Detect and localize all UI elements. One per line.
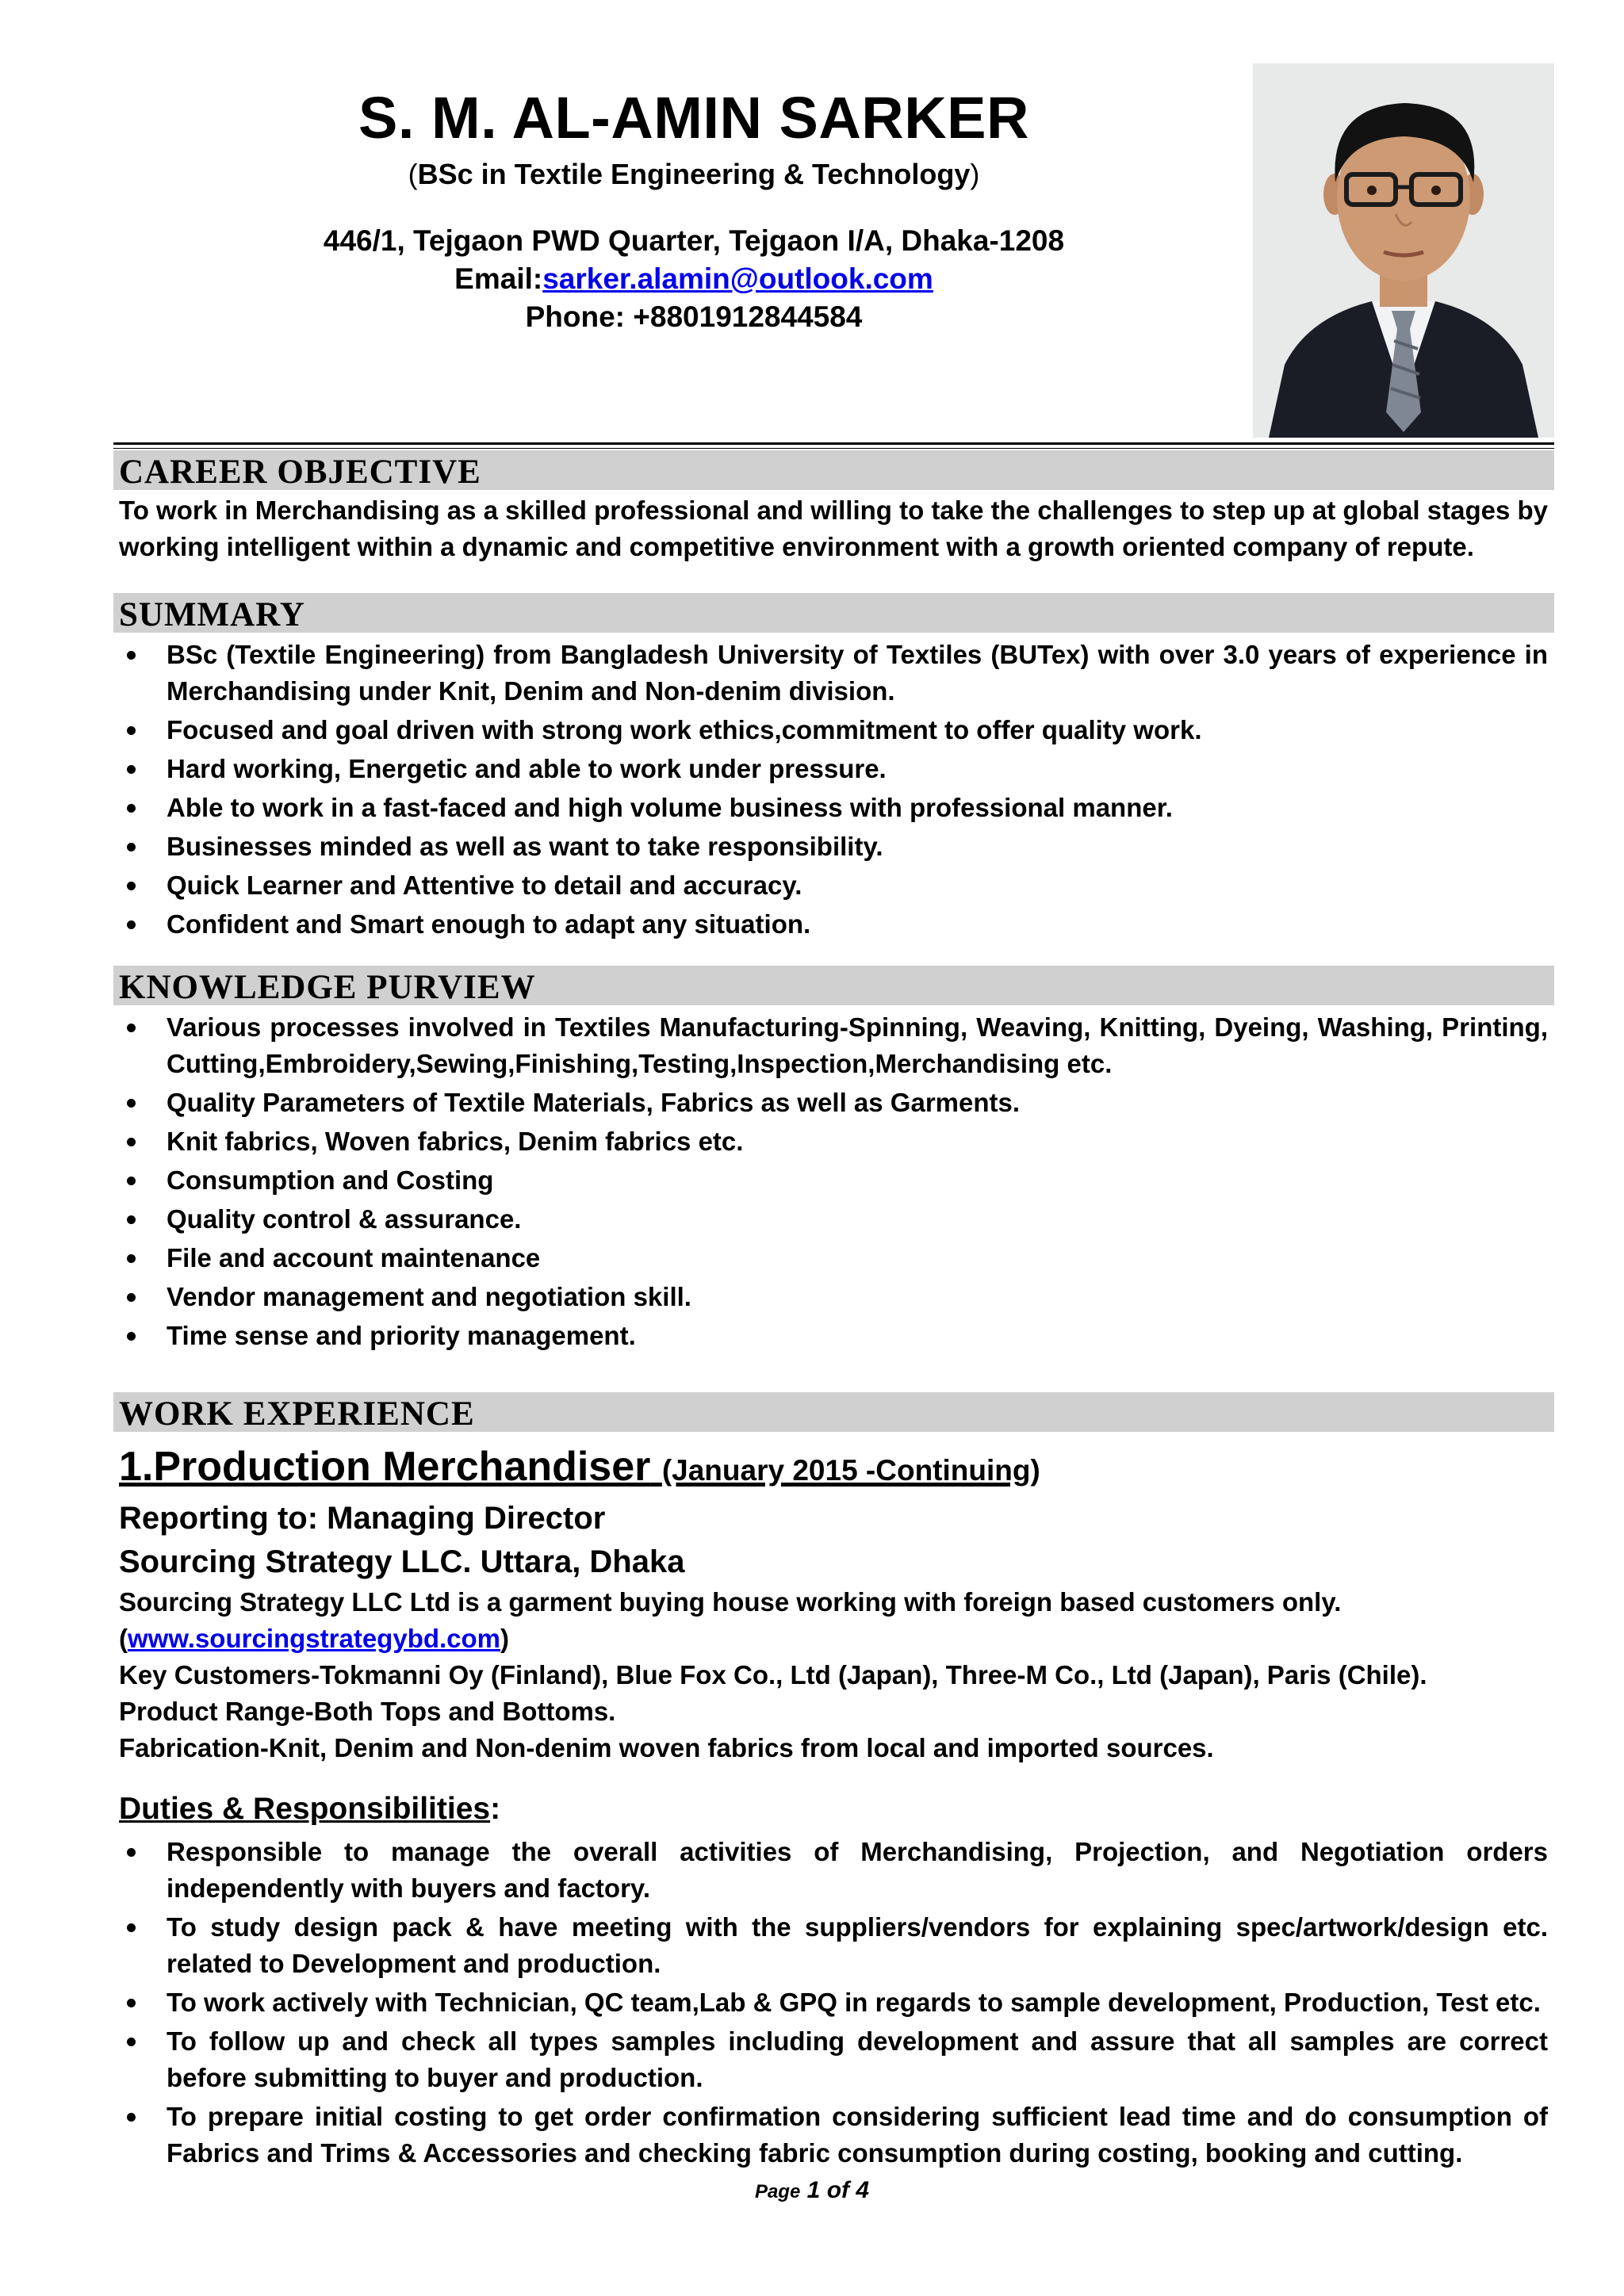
bullet-icon: [127, 2113, 136, 2122]
website-open: (: [119, 1624, 128, 1653]
list-item: Confident and Smart enough to adapt any situation.: [119, 906, 1548, 943]
career-objective-heading: CAREER OBJECTIVE: [113, 450, 1554, 490]
list-item: Businesses minded as well as want to take responsibility.: [119, 828, 1548, 865]
summary-heading: SUMMARY: [113, 593, 1554, 633]
career-objective-text: To work in Merchandising as a skilled professional and willing to take the challenges to step up at global stages by working intelligent within a dynamic and competitive environment with a growth oriented company of repute.: [119, 496, 1548, 561]
bullet-icon: [127, 1293, 136, 1302]
profile-photo: [1253, 63, 1554, 438]
knowledge-list: [119, 1009, 1548, 1357]
website-close: ): [500, 1624, 510, 1653]
bullet-icon: [127, 1999, 136, 2007]
knowledge-heading: KNOWLEDGE PURVIEW: [113, 966, 1554, 1005]
job-dates: (January 2015 -Continuing): [661, 1454, 1040, 1487]
email-line: [111, 262, 1277, 297]
address: 446/1, Tejgaon PWD Quarter, Tejgaon I/A, Dhaka-1208: [323, 224, 1065, 257]
list-item: To follow up and check all types samples including development and assure that all samples are correct before submitting to buyer and production.: [119, 2023, 1548, 2096]
list-item: Time sense and priority management.: [119, 1318, 1548, 1354]
page-number: [0, 2177, 1624, 2204]
bullet-icon: [127, 1254, 136, 1263]
summary-list: [119, 637, 1548, 945]
list-item: Hard working, Energetic and able to work under pressure.: [119, 751, 1548, 787]
email-link[interactable]: sarker.alamin@outlook.com: [542, 262, 933, 295]
fabrication: Fabrication-Knit, Denim and Non-denim woven fabrics from local and imported sources.: [119, 1733, 1214, 1762]
degree-close: ): [970, 158, 980, 190]
duties-heading: [119, 1790, 500, 1828]
bullet-icon: [127, 1923, 136, 1932]
list-item: Able to work in a fast-faced and high volume business with professional manner.: [119, 790, 1548, 826]
duties-heading-text: Duties & Responsibilities: [119, 1792, 491, 1826]
bullet-icon: [127, 1099, 136, 1108]
bullet-icon: [127, 2038, 136, 2046]
reporting-to: Reporting to: Managing Director: [119, 1501, 606, 1536]
list-item: Quality control & assurance.: [119, 1201, 1548, 1238]
duties-list: [119, 1834, 1548, 2174]
page-word: Page: [754, 2181, 801, 2202]
page-count: 1 of 4: [806, 2177, 870, 2203]
email-label: Email:: [454, 262, 543, 295]
bullet-icon: [127, 882, 136, 890]
list-item: To study design pack & have meeting with the suppliers/vendors for explaining spec/artwork/design etc. related to Development and production.: [119, 1909, 1548, 1982]
company-name: Sourcing Strategy LLC. Uttara, Dhaka: [119, 1544, 685, 1579]
bullet-icon: [127, 1215, 136, 1224]
job-title-text: 1.Production Merchandiser: [119, 1444, 651, 1490]
degree-text: BSc in Textile Engineering & Technology: [417, 158, 971, 190]
list-item: Knit fabrics, Woven fabrics, Denim fabrics etc.: [119, 1123, 1548, 1160]
list-item: To work actively with Technician, QC team,Lab & GPQ in regards to sample development, Production, Test etc.: [119, 1984, 1548, 2021]
list-item: BSc (Textile Engineering) from Bangladesh University of Textiles (BUTex) with over 3.0 years of experience in Merchandising under Knit, Denim and Non-denim division.: [119, 637, 1548, 710]
bullet-icon: [127, 843, 136, 851]
bullet-icon: [127, 1848, 136, 1857]
list-item: Responsible to manage the overall activities of Merchandising, Projection, and Negotiation orders independently with buyers and factory.: [119, 1834, 1548, 1907]
list-item: Quick Learner and Attentive to detail and accuracy.: [119, 867, 1548, 904]
list-item: Consumption and Costing: [119, 1162, 1548, 1199]
work-experience-heading: WORK EXPERIENCE: [113, 1392, 1554, 1432]
bullet-icon: [127, 1177, 136, 1185]
bullet-icon: [127, 804, 136, 813]
candidate-name: S. M. AL-AMIN SARKER: [358, 85, 1029, 151]
phone: Phone: +8801912844584: [525, 300, 863, 333]
job-title: [119, 1443, 1040, 1494]
duties-colon: :: [490, 1792, 501, 1826]
bullet-icon: [127, 651, 136, 660]
bullet-icon: [127, 1138, 136, 1146]
header-divider-thin: [113, 448, 1554, 449]
bullet-icon: [127, 765, 136, 774]
list-item: Quality Parameters of Textile Materials, Fabrics as well as Garments.: [119, 1085, 1548, 1121]
list-item: Focused and goal driven with strong work ethics,commitment to offer quality work.: [119, 712, 1548, 748]
bullet-icon: [127, 920, 136, 929]
list-item: File and account maintenance: [119, 1240, 1548, 1276]
bullet-icon: [127, 1024, 136, 1032]
portrait-illustration: [1253, 63, 1554, 438]
company-website-line: [119, 1621, 1548, 1657]
list-item: Vendor management and negotiation skill.: [119, 1279, 1548, 1315]
key-customers: Key Customers-Tokmanni Oy (Finland), Blue Fox Co., Ltd (Japan), Three-M Co., Ltd (Japan), Paris (Chile).: [119, 1660, 1427, 1689]
header-divider: [113, 442, 1554, 445]
company-website-link[interactable]: www.sourcingstrategybd.com: [128, 1624, 501, 1653]
bullet-icon: [127, 1332, 136, 1341]
degree-open: (: [408, 158, 418, 190]
list-item: To prepare initial costing to get order confirmation considering sufficient lead time and do consumption of Fabrics and Trims & Accessories and checking fabric consumption during costing, booking and cutting.: [119, 2099, 1548, 2172]
degree-line: [111, 157, 1277, 191]
company-description: Sourcing Strategy LLC Ltd is a garment buying house working with foreign based customers only.: [119, 1587, 1342, 1617]
list-item: Various processes involved in Textiles Manufacturing-Spinning, Weaving, Knitting, Dyeing, Washing, Printing, Cutting,Embroidery,Sewing,Finishing,Testing,Inspection,Merchandising etc.: [119, 1009, 1548, 1082]
bullet-icon: [127, 726, 136, 735]
product-range: Product Range-Both Tops and Bottoms.: [119, 1697, 616, 1726]
